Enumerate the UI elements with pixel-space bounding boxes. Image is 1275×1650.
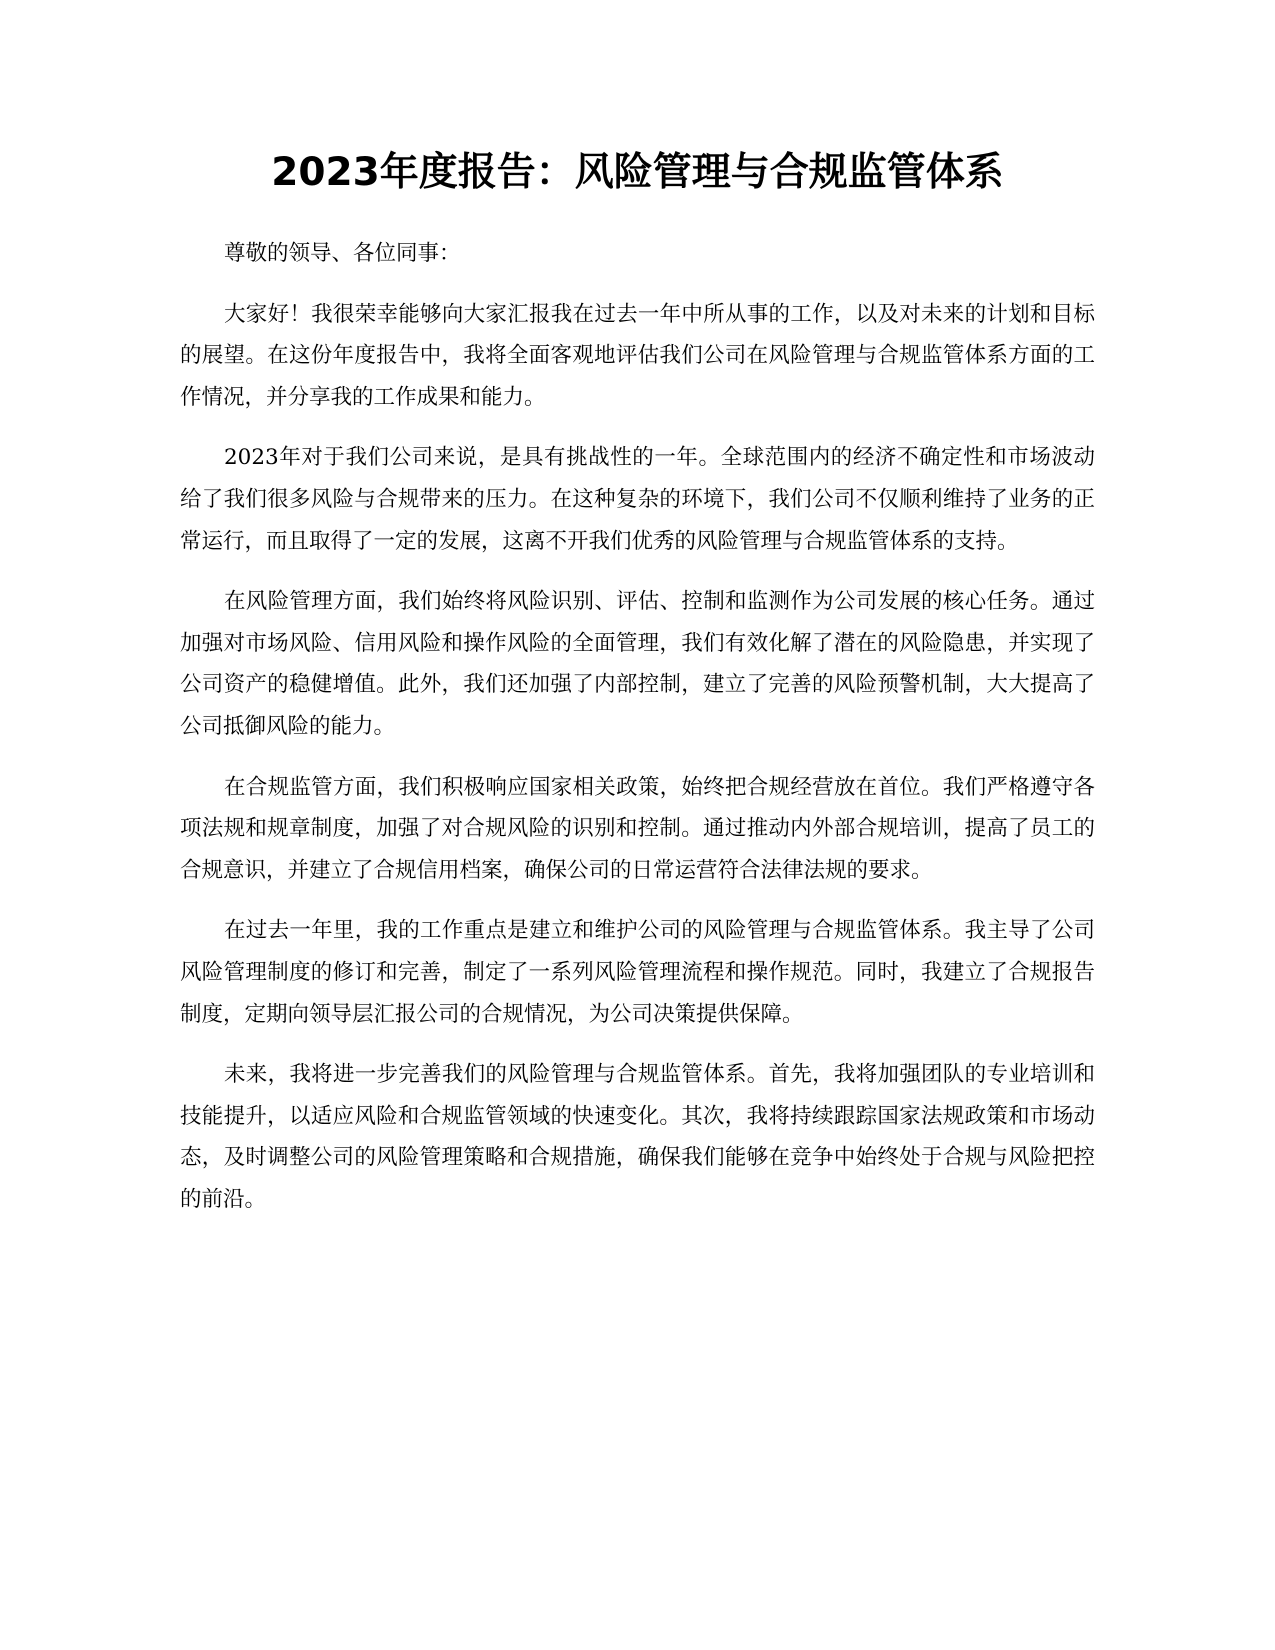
paragraph-risk-management: 在风险管理方面，我们始终将风险识别、评估、控制和监测作为公司发展的核心任务。通过加强对市场风险、信用风险和操作风险的全面管理，我们有效化解了潜在的风险隐患，并实现了公司资产的稳健增值。此外，我们还加强了内部控制，建立了完善的风险预警机制，大大提高了公司抵御风险的能力。	[180, 589, 1095, 739]
document-title: 2023年度报告：风险管理与合规监管体系	[271, 150, 1004, 195]
paragraph-greeting: 大家好！我很荣幸能够向大家汇报我在过去一年中所从事的工作，以及对未来的计划和目标的展望。在这份年度报告中，我将全面客观地评估我们公司在风险管理与合规监管体系方面的工作情况，并分享我的工作成果和能力。	[180, 301, 1095, 410]
paragraph-year-overview: 2023年对于我们公司来说，是具有挑战性的一年。全球范围内的经济不确定性和市场波动给了我们很多风险与合规带来的压力。在这种复杂的环境下，我们公司不仅顺利维持了业务的正常运行，而且取得了一定的发展，这离不开我们优秀的风险管理与合规监管体系的支持。	[180, 445, 1095, 554]
document-body	[180, 233, 1095, 1239]
paragraph-future-plans: 未来，我将进一步完善我们的风险管理与合规监管体系。首先，我将加强团队的专业培训和技能提升，以适应风险和合规监管领域的快速变化。其次，我将持续跟踪国家法规政策和市场动态，及时调整公司的风险管理策略和合规措施，确保我们能够在竞争中始终处于合规与风险把控的前沿。	[180, 1062, 1095, 1212]
salutation: 尊敬的领导、各位同事：	[224, 241, 461, 266]
paragraph-work-focus: 在过去一年里，我的工作重点是建立和维护公司的风险管理与合规监管体系。我主导了公司风险管理制度的修订和完善，制定了一系列风险管理流程和操作规范。同时，我建立了合规报告制度，定期向领导层汇报公司的合规情况，为公司决策提供保障。	[180, 918, 1095, 1027]
paragraph-compliance: 在合规监管方面，我们积极响应国家相关政策，始终把合规经营放在首位。我们严格遵守各项法规和规章制度，加强了对合规风险的识别和控制。通过推动内外部合规培训，提高了员工的合规意识，并建立了合规信用档案，确保公司的日常运营符合法律法规的要求。	[180, 774, 1095, 883]
